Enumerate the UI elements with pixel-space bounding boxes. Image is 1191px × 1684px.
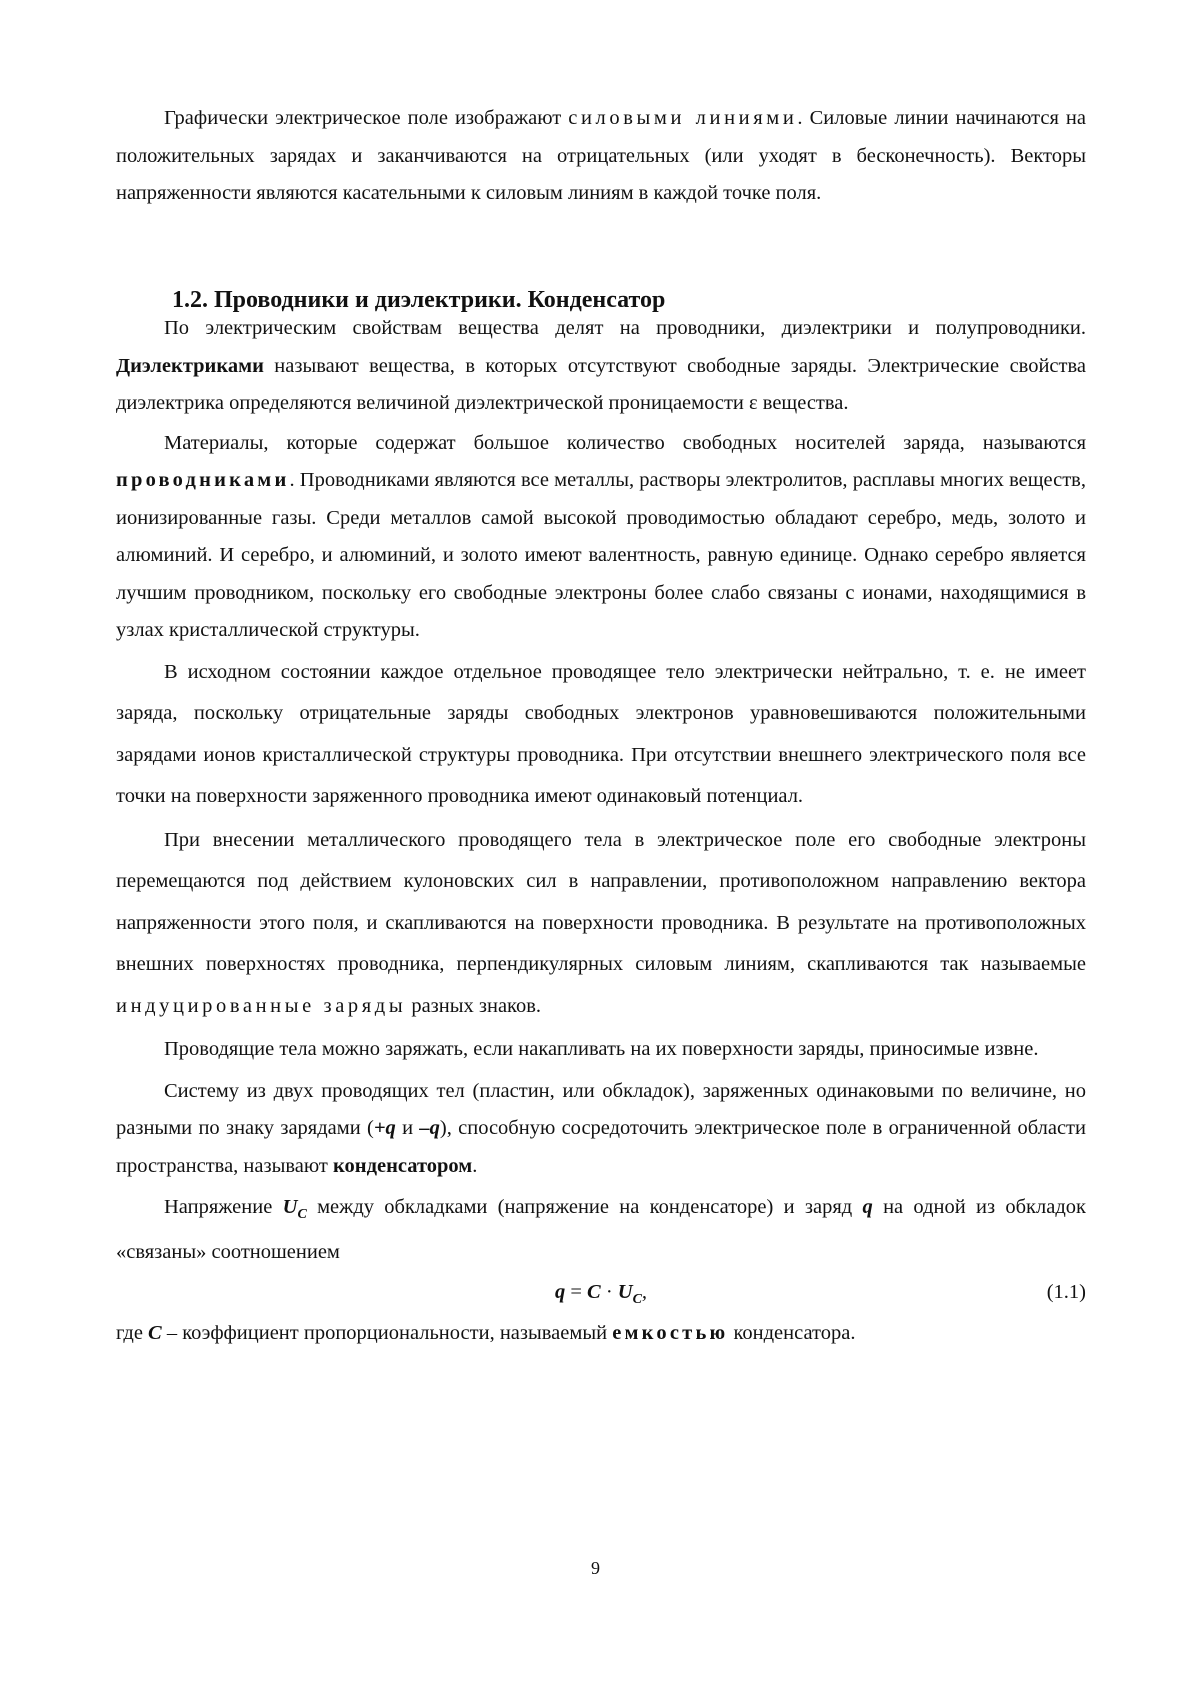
p4-text-1: При внесении металлического проводящего тела в электрическое поле его свободные электроны перемещаются под действием кулоновских сил в направлении, противоположном направлению вектора напряженности этого поля, и скапливаются на поверхности проводника. В результате на противоположных внешних поверхностях проводника, перпендикулярных силовым линиям, скапливаются так называемые (116, 828, 1086, 975)
p7-voltage-symbol: U (282, 1196, 298, 1218)
p1-text-2: называют вещества, в которых отсутствуют свободные заряды. Электрические свойства диэлектрика определяются величиной диэлектрической проницаемости ε вещества. (116, 354, 1086, 414)
p5-text: Проводящие тела можно заряжать, если накапливать на их поверхности заряды, приносимые извне. (164, 1038, 1039, 1060)
p4-term-induced: индуцированные заряды (116, 994, 407, 1017)
p4-text-2: разных знаков. (406, 994, 542, 1017)
p8-text-1: где (116, 1322, 149, 1345)
formula-u: U (617, 1281, 633, 1304)
intro-paragraph (116, 100, 1086, 213)
formula-expression (116, 1277, 1086, 1315)
p2-text-1: Материалы, которые содержат большое количество свободных носителей заряда, называются (164, 431, 1086, 454)
p7-voltage-subscript: C (297, 1207, 307, 1223)
formula-q: q (554, 1281, 566, 1304)
p3-text: В исходном состоянии каждое отдельное проводящее тело электрически нейтрально, т. е. не имеет заряда, поскольку отрицательные заряды свободных электронов уравновешиваются положительными зарядами ионов кристаллической структуры проводника. При отсутствии внешнего электрического поля все точки на поверхности заряженного проводника имеют одинаковый потенциал. (116, 660, 1086, 807)
intro-text-1: Графически электрическое поле изображают (164, 107, 569, 129)
formula-equals: = (565, 1281, 587, 1304)
intro-emphasis: силовыми линиями (568, 107, 798, 129)
p2-term-conductors: проводниками (116, 469, 290, 491)
paragraph-conductors (116, 425, 1086, 650)
p8-text-3: конденсатора. (728, 1322, 856, 1345)
formula-c: C (587, 1281, 601, 1304)
p6-text-2: ), способную сосредоточить электрическое поле в ограниченной области пространства, называют (116, 1117, 1086, 1177)
p1-text-1: По электрическим свойствам вещества делят на проводники, диэлектрики и полупроводники. (164, 317, 1086, 339)
paragraph-dielectrics (116, 310, 1086, 423)
section-body (116, 310, 1086, 1353)
section-heading: 1.2. Проводники и диэлектрики. Конденсатор (172, 287, 666, 313)
paragraph-neutral-state (116, 652, 1086, 818)
p6-and: и (395, 1117, 420, 1139)
p6-term-capacitor: конденсатором (333, 1154, 473, 1177)
intro-block (116, 100, 1086, 213)
paragraph-capacitor-def (116, 1073, 1086, 1186)
paragraph-capacitance (116, 1315, 1086, 1353)
intro-text-2: . Силовые линии начинаются на положительных зарядах и заканчиваются на отрицательных (или уходят в бесконечность). Векторы напряженности являются касательными к силовым линиям в каждой точке поля. (116, 107, 1086, 204)
p8-term-capacitance: емкостью (612, 1322, 729, 1345)
paragraph-voltage (116, 1189, 1086, 1271)
p8-text-2: – коэффициент пропорциональности, называемый (161, 1322, 613, 1345)
p6-text-1: Систему из двух проводящих тел (пластин, или обкладок), заряженных одинаковыми по величине, но разными по знаку зарядами ( (116, 1079, 1086, 1139)
formula-dot: · (600, 1281, 618, 1304)
p6-charge-plus: +q (373, 1117, 396, 1139)
p2-text-2: . Проводниками являются все металлы, растворы электролитов, расплавы многих веществ, ионизированные газы. Среди металлов самой высокой проводимостью обладают серебро, медь, золото и алюминий. И серебро, и алюминий, и золото имеют валентность, равную единице. Однако серебро является лучшим проводником, поскольку его свободные электроны более слабо связаны с ионами, находящимися в узлах кристаллической структуры. (116, 469, 1086, 641)
formula-comma: , (641, 1281, 648, 1304)
formula-1-1 (116, 1273, 1086, 1311)
page-number: 9 (591, 1558, 600, 1578)
formula-u-subscript: C (632, 1292, 642, 1308)
p7-text-3: на одной из обкладок «связаны» соотношением (116, 1196, 1086, 1263)
paragraph-charging (116, 1031, 1086, 1069)
formula-number: (1.1) (1046, 1281, 1086, 1304)
p7-charge-symbol: q (862, 1196, 873, 1218)
paragraph-induced-charges (116, 820, 1086, 1028)
p8-capacitance-symbol: C (148, 1322, 162, 1345)
p6-charge-minus: –q (419, 1117, 440, 1139)
p7-text-1: Напряжение (164, 1196, 283, 1218)
p1-term-dielectrics: Диэлектриками (116, 354, 264, 377)
p6-text-3: . (472, 1154, 478, 1177)
p7-text-2: между обкладками (напряжение на конденсаторе) и заряд (306, 1196, 863, 1218)
